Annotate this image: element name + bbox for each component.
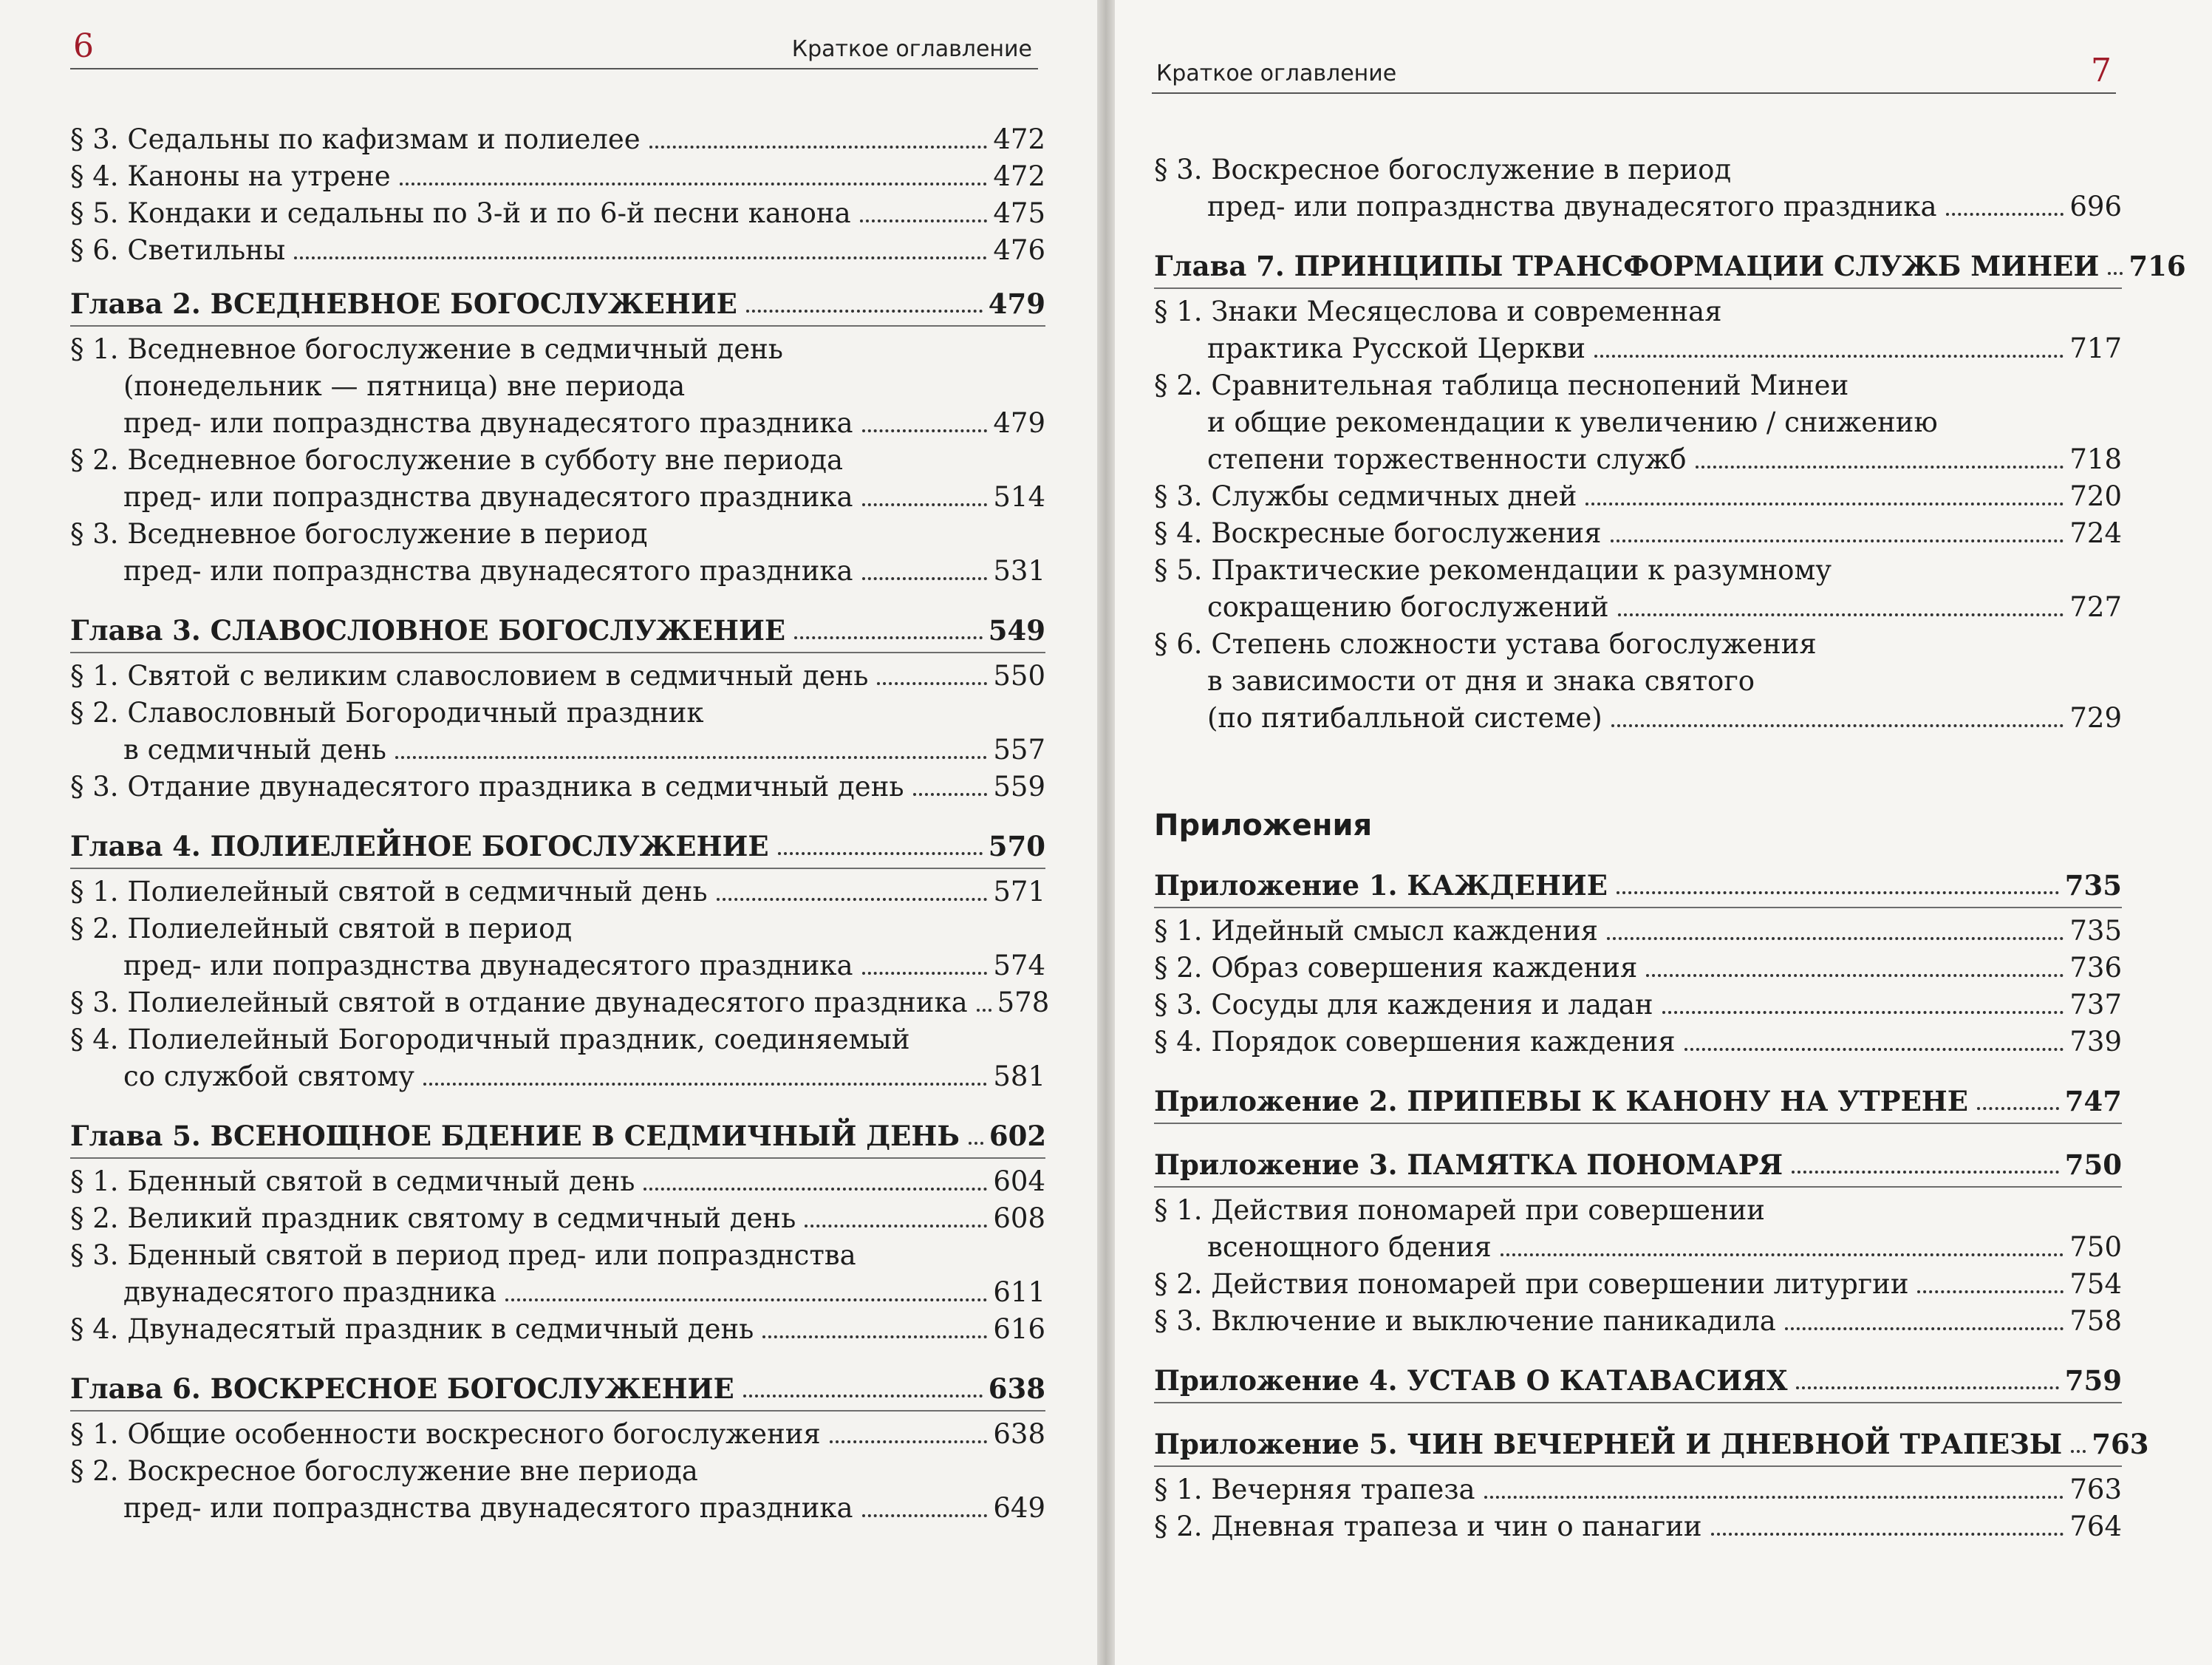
toc-entry[interactable]: § 4. Двунадесятый праздник в седмичный день 616 <box>70 1311 1045 1348</box>
toc-entry[interactable]: § 2. Великий праздник святому в седмичный день 608 <box>70 1200 1045 1237</box>
page-ref: 750 <box>2064 1148 2122 1181</box>
page-ref: 638 <box>988 1372 1045 1405</box>
chapter-heading[interactable]: Глава 7. ПРИНЦИПЫ ТРАНСФОРМАЦИИ СЛУЖБ МИНЕИ 716 <box>1154 248 2122 285</box>
page-ref: 724 <box>2069 517 2122 549</box>
toc-entry[interactable]: § 5. Практические рекомендации к разумному сокращению богослужений 727 <box>1154 552 2122 626</box>
page-ref: 559 <box>993 771 1045 803</box>
right-page-header <box>1152 41 2116 94</box>
toc-entry[interactable]: § 4. Каноны на утрене 472 <box>70 158 1045 195</box>
page-ref: 736 <box>2069 952 2122 984</box>
toc-entry[interactable]: § 6. Светильны 476 <box>70 232 1045 269</box>
toc-entry[interactable]: § 3. Сосуды для каждения и ладан 737 <box>1154 987 2122 1024</box>
page-ref: 718 <box>2069 443 2122 475</box>
page-ref: 475 <box>993 197 1045 229</box>
divider <box>1154 1186 2122 1188</box>
page-ref: 476 <box>993 234 1045 266</box>
chapter-heading[interactable]: Глава 5. ВСЕНОЩНОЕ БДЕНИЕ В СЕДМИЧНЫЙ ДЕНЬ 602 <box>70 1117 1045 1154</box>
chapter-heading[interactable]: Глава 4. ПОЛИЕЛЕЙНОЕ БОГОСЛУЖЕНИЕ 570 <box>70 828 1045 865</box>
toc-entry[interactable]: § 1. Общие особенности воскресного богослужения 638 <box>70 1416 1045 1453</box>
toc-entry[interactable]: § 3. Бденный святой в период пред- или попразднства двунадесятого праздника 611 <box>70 1237 1045 1311</box>
toc-entry[interactable]: § 2. Действия пономарей при совершении литургии 754 <box>1154 1266 2122 1303</box>
divider <box>1154 1465 2122 1467</box>
page-ref: 581 <box>993 1060 1045 1092</box>
toc-entry[interactable]: § 3. Седальны по кафизмам и полиелее 472 <box>70 121 1045 158</box>
divider <box>1154 287 2122 289</box>
toc-entry[interactable]: § 4. Воскресные богослужения 724 <box>1154 515 2122 552</box>
page-ref: 696 <box>2069 191 2122 222</box>
toc-entry[interactable]: § 1. Знаки Месяцеслова и современная практика Русской Церкви 717 <box>1154 293 2122 367</box>
divider <box>1154 907 2122 908</box>
page-ref: 472 <box>993 123 1045 155</box>
toc-entry[interactable]: § 3. Вседневное богослужение в период пред- или попразднства двунадесятого праздника 531 <box>70 516 1045 590</box>
toc-entry[interactable]: § 6. Степень сложности устава богослужения в зависимости от дня и знака святого (по пятибалльной системе) 729 <box>1154 626 2122 737</box>
page-ref: 514 <box>993 481 1045 513</box>
appendix-heading[interactable]: Приложение 2. ПРИПЕВЫ К КАНОНУ НА УТРЕНЕ 747 <box>1154 1083 2122 1120</box>
toc-entry[interactable]: § 1. Вечерняя трапеза 763 <box>1154 1471 2122 1508</box>
page-ref: 531 <box>993 555 1045 587</box>
left-toc <box>70 121 1050 1527</box>
page-ref: 602 <box>989 1120 1047 1152</box>
appendix-heading[interactable]: Приложение 4. УСТАВ О КАТАВАСИЯХ 759 <box>1154 1362 2122 1399</box>
toc-entry[interactable]: § 2. Вседневное богослужение в субботу вне периода пред- или попразднства двунадесятого праздника 514 <box>70 442 1045 516</box>
page-ref: 479 <box>993 407 1045 439</box>
toc-entry[interactable]: § 1. Полиелейный святой в седмичный день 571 <box>70 874 1045 910</box>
page-ref: 479 <box>988 287 1045 320</box>
left-page <box>0 0 1097 1665</box>
toc-entry[interactable]: § 2. Полиелейный святой в период пред- или попразднства двунадесятого праздника 574 <box>70 910 1045 984</box>
appendix-heading[interactable]: Приложение 1. КАЖДЕНИЕ 735 <box>1154 867 2122 904</box>
page-ref: 574 <box>993 950 1045 981</box>
running-title: Краткое оглавление <box>791 36 1032 62</box>
page-ref: 571 <box>993 876 1045 908</box>
toc-entry[interactable]: § 3. Службы седмичных дней 720 <box>1154 478 2122 515</box>
toc-entry[interactable]: § 2. Дневная трапеза и чин о панагии 764 <box>1154 1508 2122 1545</box>
right-page <box>1115 0 2212 1665</box>
page-ref: 616 <box>993 1313 1045 1345</box>
toc-entry[interactable]: § 4. Порядок совершения каждения 739 <box>1154 1024 2122 1060</box>
toc-entry[interactable]: § 4. Полиелейный Богородичный праздник, соединяемый со службой святому 581 <box>70 1021 1045 1095</box>
page-ref: 578 <box>997 987 1050 1018</box>
page-ref: 750 <box>2069 1231 2122 1263</box>
chapter-heading[interactable]: Глава 3. СЛАВОСЛОВНОЕ БОГОСЛУЖЕНИЕ 549 <box>70 612 1045 649</box>
page-ref: 729 <box>2069 702 2122 734</box>
page-ref: 720 <box>2069 480 2122 512</box>
toc-entry[interactable]: § 1. Вседневное богослужение в седмичный день (понедельник — пятница) вне периода пред- или попразднства двунадесятого праздника 479 <box>70 331 1045 442</box>
toc-entry[interactable]: § 2. Славословный Богородичный праздник в седмичный день 557 <box>70 695 1045 769</box>
page-ref: 604 <box>993 1165 1045 1197</box>
divider <box>1154 1123 2122 1124</box>
page-ref: 717 <box>2069 333 2122 364</box>
toc-entry[interactable]: § 3. Включение и выключение паникадила 758 <box>1154 1303 2122 1340</box>
page-ref: 608 <box>993 1202 1045 1234</box>
toc-entry[interactable]: § 2. Воскресное богослужение вне периода пред- или попразднства двунадесятого праздника 649 <box>70 1453 1045 1527</box>
page-ref: 758 <box>2069 1305 2122 1337</box>
chapter-heading[interactable]: Глава 6. ВОСКРЕСНОЕ БОГОСЛУЖЕНИЕ 638 <box>70 1370 1045 1407</box>
page-ref: 747 <box>2064 1085 2122 1117</box>
page-ref: 716 <box>2129 250 2186 282</box>
page-number: 7 <box>2091 52 2112 89</box>
appendix-heading[interactable]: Приложение 5. ЧИН ВЕЧЕРНЕЙ И ДНЕВНОЙ ТРАПЕЗЫ 763 <box>1154 1426 2122 1463</box>
page-ref: 759 <box>2064 1364 2122 1397</box>
toc-entry[interactable]: § 5. Кондаки и седальны по 3-й и по 6-й песни канона 475 <box>70 195 1045 232</box>
page-ref: 550 <box>993 660 1045 692</box>
running-title: Краткое оглавление <box>1156 61 1397 86</box>
page-ref: 763 <box>2092 1428 2149 1460</box>
right-toc <box>1154 151 2186 1545</box>
page-ref: 557 <box>993 734 1045 766</box>
page-ref: 737 <box>2069 989 2122 1021</box>
book-gutter <box>1097 0 1115 1665</box>
toc-entry[interactable]: § 3. Полиелейный святой в отдание двунадесятого праздника 578 <box>70 984 1045 1021</box>
toc-entry[interactable]: § 1. Действия пономарей при совершении всенощного бдения 750 <box>1154 1192 2122 1266</box>
page-ref: 549 <box>988 614 1045 647</box>
page-ref: 764 <box>2069 1511 2122 1542</box>
toc-entry[interactable]: § 2. Образ совершения каждения 736 <box>1154 950 2122 987</box>
page-ref: 735 <box>2064 869 2122 902</box>
toc-entry[interactable]: § 3. Отдание двунадесятого праздника в седмичный день 559 <box>70 769 1045 806</box>
divider <box>70 868 1045 869</box>
toc-entry[interactable]: § 1. Идейный смысл каждения 735 <box>1154 913 2122 950</box>
page-ref: 638 <box>993 1418 1045 1450</box>
page-number: 6 <box>73 27 94 65</box>
divider <box>70 1157 1045 1159</box>
page-ref: 611 <box>993 1276 1045 1308</box>
toc-entry[interactable]: § 1. Бденный святой в седмичный день 604 <box>70 1163 1045 1200</box>
appendix-heading[interactable]: Приложение 3. ПАМЯТКА ПОНОМАРЯ 750 <box>1154 1146 2122 1183</box>
page-ref: 739 <box>2069 1026 2122 1058</box>
page-ref: 649 <box>993 1492 1045 1524</box>
page-ref: 763 <box>2069 1474 2122 1505</box>
divider <box>1154 1402 2122 1403</box>
appendices-heading: Приложения <box>1154 808 1373 842</box>
page-ref: 472 <box>993 160 1045 192</box>
page-ref: 570 <box>988 830 1045 862</box>
page-ref: 754 <box>2069 1268 2122 1300</box>
divider <box>70 1410 1045 1412</box>
toc-entry[interactable]: § 3. Воскресное богослужение в период пред- или попразднства двунадесятого праздника 696 <box>1154 151 2122 225</box>
toc-entry[interactable]: § 1. Святой с великим славословием в седмичный день 550 <box>70 658 1045 695</box>
toc-entry[interactable]: § 2. Сравнительная таблица песнопений Минеи и общие рекомендации к увеличению / снижению степени торжественности служб 718 <box>1154 367 2122 478</box>
divider <box>70 325 1045 327</box>
page-ref: 735 <box>2069 915 2122 947</box>
divider <box>70 652 1045 653</box>
left-page-header <box>70 16 1038 69</box>
chapter-heading[interactable]: Глава 2. ВСЕДНЕВНОЕ БОГОСЛУЖЕНИЕ 479 <box>70 285 1045 322</box>
page-ref: 727 <box>2069 591 2122 623</box>
